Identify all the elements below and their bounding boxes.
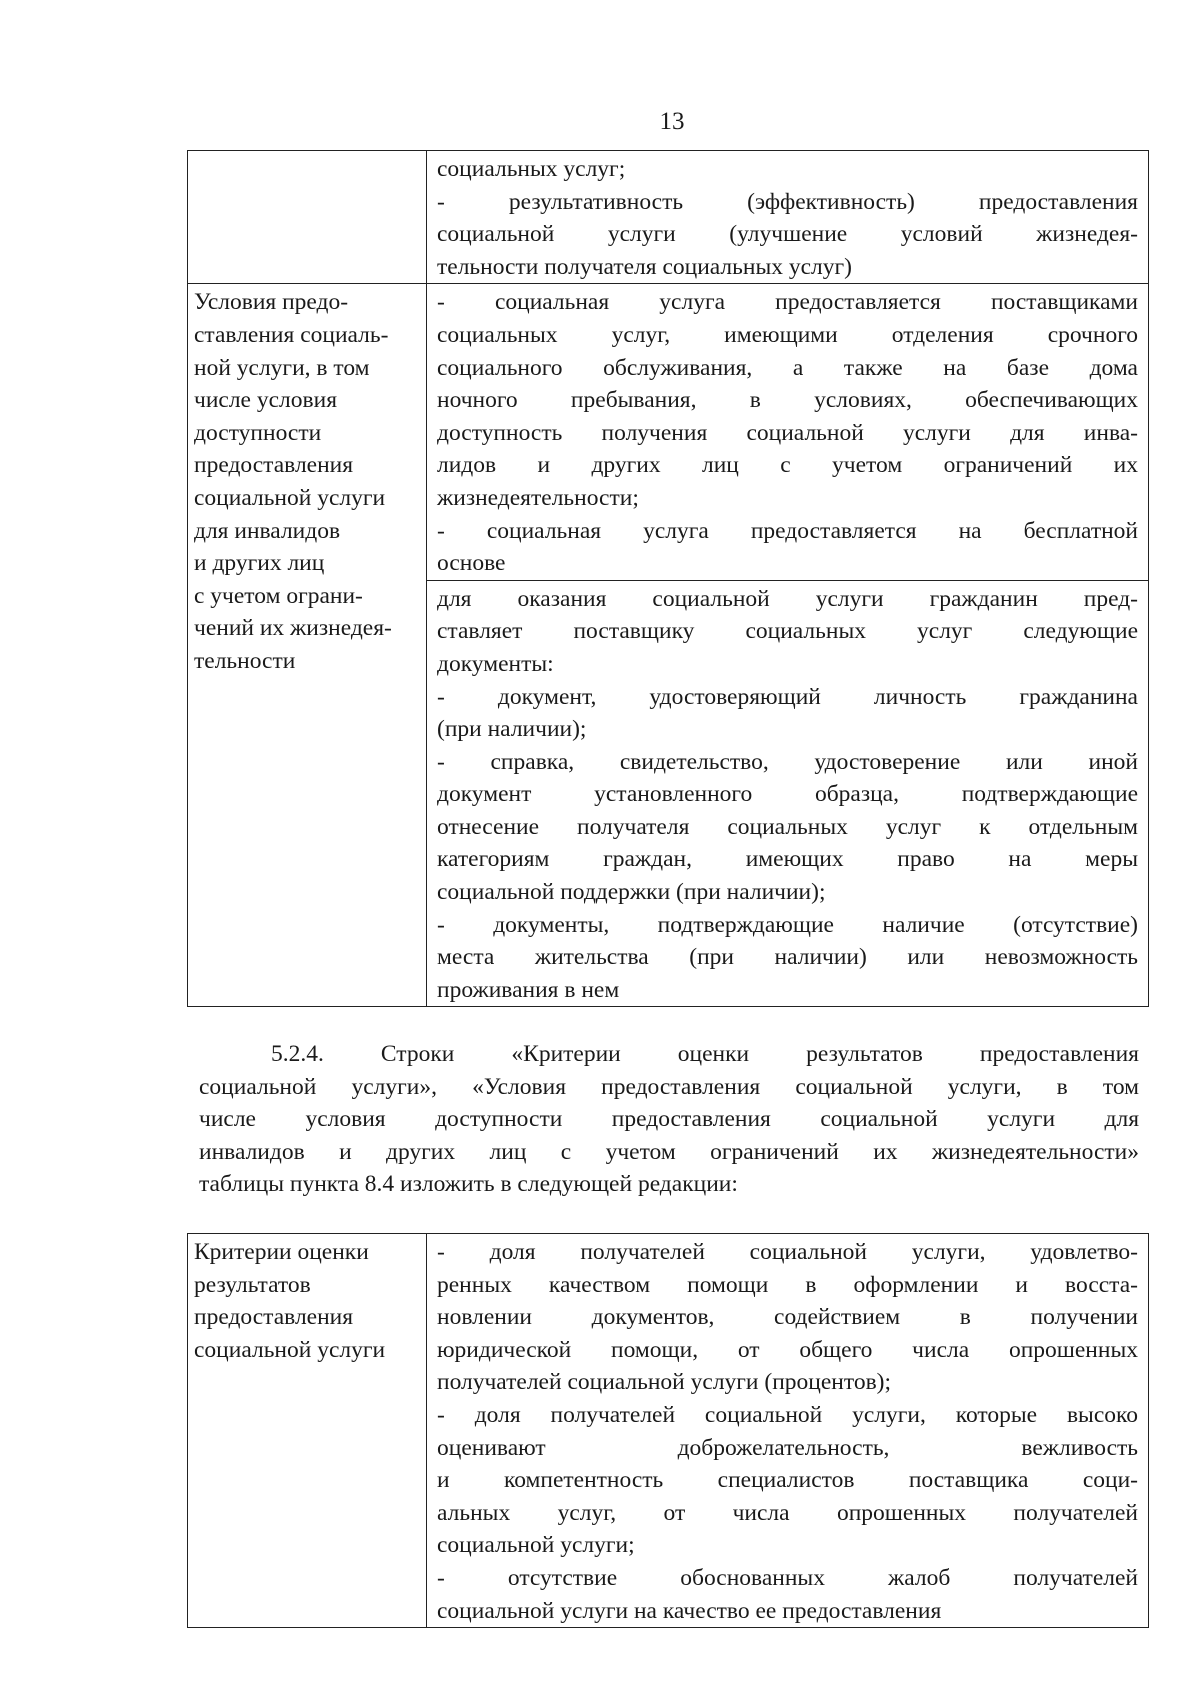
text-line: основе bbox=[437, 550, 506, 577]
table-cell-criteria-label bbox=[188, 1234, 427, 1628]
amendment-paragraph bbox=[199, 1038, 1139, 1201]
text-line: ставления социаль- bbox=[194, 321, 389, 348]
page-number: 13 bbox=[659, 108, 685, 135]
text-line: - доля получателей социальной услуги, удовлетво- bbox=[437, 1239, 1138, 1265]
text-line: для инвалидов bbox=[194, 517, 341, 544]
text-line: - результативность (эффективность) предоставления bbox=[437, 188, 1138, 215]
text-line: тельности bbox=[194, 647, 296, 674]
text-line: социальных услуг; bbox=[437, 156, 626, 182]
text-line: чений их жизнедея- bbox=[194, 615, 392, 642]
text-line: - социальная услуга предоставляется поставщиками bbox=[437, 289, 1138, 316]
continuation-table bbox=[187, 150, 1149, 1007]
text-line: доступность получения социальной услуги для инва- bbox=[437, 419, 1138, 446]
text-line: категориям граждан, имеющих право на меры bbox=[437, 846, 1138, 873]
table-cell-conditions-b bbox=[427, 580, 1149, 1007]
text-line: инвалидов и других лиц с учетом ограничений их жизнедеятельности» bbox=[199, 1138, 1139, 1165]
text-line: Условия предо- bbox=[194, 289, 349, 316]
text-line: социальной услуги (улучшение условий жизнедея- bbox=[437, 221, 1138, 248]
text-line: социальной услуги; bbox=[437, 1532, 635, 1559]
text-line: альных услуг, от числа опрошенных получателей bbox=[437, 1499, 1138, 1526]
text-line: Критерии оценки bbox=[194, 1239, 369, 1265]
table-row bbox=[188, 1234, 1149, 1628]
text-line: оценивают доброжелательность, вежливость bbox=[437, 1434, 1138, 1461]
text-line: социальной услуги на качество ее предоставления bbox=[437, 1597, 942, 1624]
text-line: социальной поддержки (при наличии); bbox=[437, 879, 826, 906]
text-line: таблицы пункта 8.4 изложить в следующей редакции: bbox=[199, 1171, 738, 1198]
table-cell-criteria-text bbox=[427, 1234, 1149, 1628]
text-line: с учетом ограни- bbox=[194, 582, 363, 609]
text-line: социальной услуги bbox=[194, 484, 386, 511]
table-cell-conditions-a bbox=[427, 284, 1149, 580]
text-line: результатов bbox=[194, 1271, 311, 1298]
text-line: тельности получателя социальных услуг) bbox=[437, 253, 852, 280]
text-line: новлении документов, содействием в получении bbox=[437, 1304, 1138, 1331]
text-line: места жительства (при наличии) или невозможность bbox=[437, 944, 1138, 971]
text-line: ставляет поставщику социальных услуг следующие bbox=[437, 618, 1138, 645]
text-line: - доля получателей социальной услуги, которые высоко bbox=[437, 1401, 1138, 1428]
text-line: ночного пребывания, в условиях, обеспечивающих bbox=[437, 387, 1138, 414]
criteria-table bbox=[187, 1233, 1149, 1628]
text-line: социальных услуг, имеющими отделения срочного bbox=[437, 321, 1138, 348]
table-row bbox=[188, 151, 1149, 284]
text-line: ренных качеством помощи в оформлении и восста- bbox=[437, 1271, 1138, 1298]
table-cell-conditions-label bbox=[188, 284, 427, 1007]
text-line: - социальная услуга предоставляется на бесплатной bbox=[437, 517, 1138, 544]
text-line: документы: bbox=[437, 650, 554, 677]
text-line: отнесение получателя социальных услуг к отдельным bbox=[437, 813, 1138, 840]
text-line: социальной услуги bbox=[194, 1336, 386, 1363]
text-line: числе условия доступности предоставления социальной услуги для bbox=[199, 1106, 1139, 1133]
table-row bbox=[188, 284, 1149, 580]
text-line: социального обслуживания, а также на базе дома bbox=[437, 354, 1138, 381]
text-line: - отсутствие обоснованных жалоб получателей bbox=[437, 1564, 1138, 1591]
text-line: лидов и других лиц с учетом ограничений их bbox=[437, 452, 1138, 479]
text-line: для оказания социальной услуги гражданин пред- bbox=[437, 585, 1138, 612]
text-line: жизнедеятельности; bbox=[437, 484, 639, 511]
text-line: проживания в нем bbox=[437, 976, 620, 1003]
text-line: и других лиц bbox=[194, 550, 325, 577]
text-line: - документы, подтверждающие наличие (отсутствие) bbox=[437, 911, 1138, 938]
text-line: и компетентность специалистов поставщика соци- bbox=[437, 1467, 1138, 1494]
text-line: предоставления bbox=[194, 1304, 354, 1331]
text-line: ной услуги, в том bbox=[194, 354, 370, 381]
text-line: доступности bbox=[194, 419, 322, 446]
text-line: 5.2.4. Строки «Критерии оценки результатов предоставления bbox=[271, 1041, 1139, 1067]
text-line: числе условия bbox=[194, 387, 337, 414]
text-line: документ установленного образца, подтверждающие bbox=[437, 781, 1138, 808]
text-line: - документ, удостоверяющий личность гражданина bbox=[437, 683, 1138, 710]
text-line: - справка, свидетельство, удостоверение или иной bbox=[437, 748, 1138, 775]
text-line: получателей социальной услуги (процентов); bbox=[437, 1369, 892, 1396]
table-cell-empty bbox=[188, 151, 427, 284]
text-line: юридической помощи, от общего числа опрошенных bbox=[437, 1336, 1138, 1363]
text-line: предоставления bbox=[194, 452, 354, 479]
text-line: социальной услуги», «Условия предоставления социальной услуги, в том bbox=[199, 1073, 1139, 1100]
text-line: (при наличии); bbox=[437, 716, 587, 743]
table-cell-results-end bbox=[427, 151, 1149, 284]
